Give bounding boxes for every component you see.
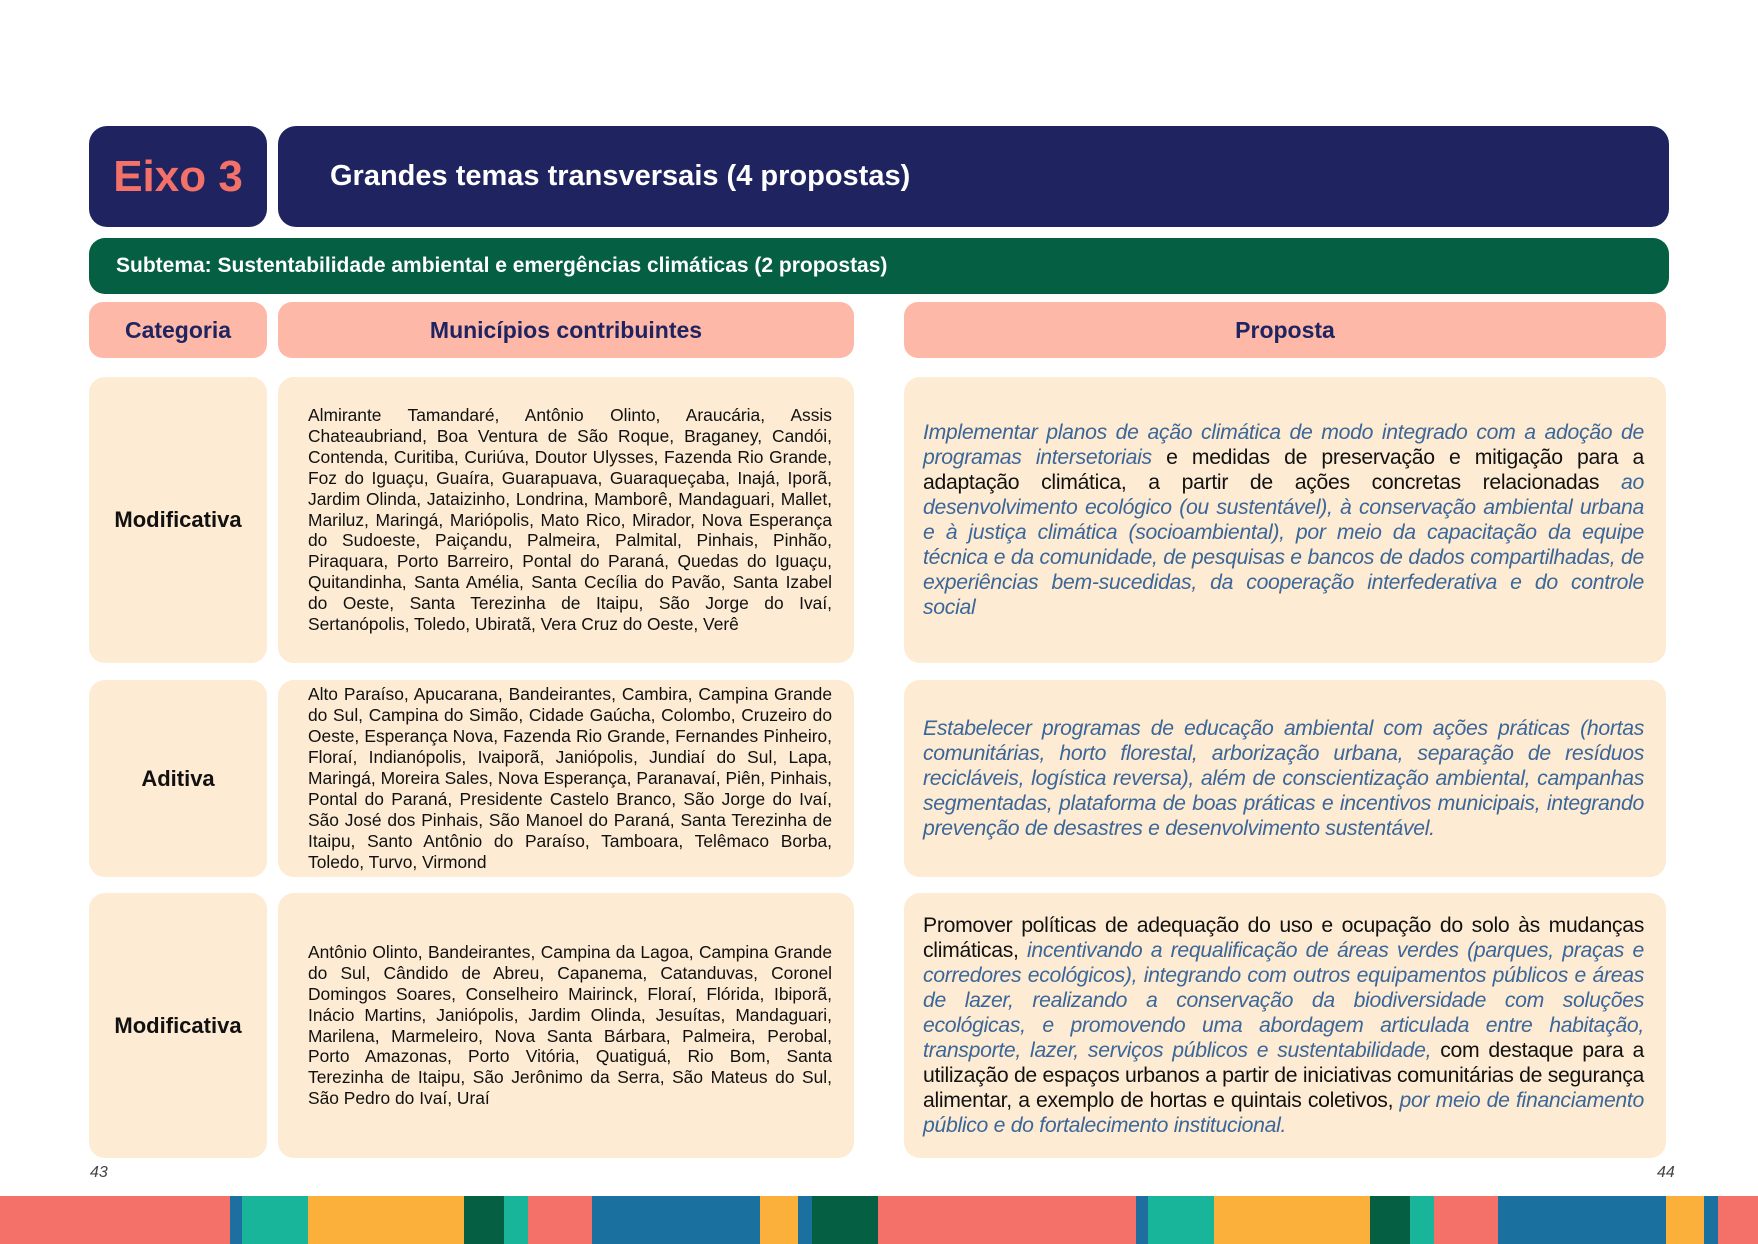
column-header-municipios: Municípios contribuintes: [278, 302, 854, 358]
proposta-italic-segment: Estabelecer programas de educação ambiental com ações práticas (hortas comunitárias, horto florestal, arborização urbana, separação de resíduos recicláveis, logística reversa), além de conscientização ambiental, campanhas segmentadas, plataforma de boas práticas e incentivos municipais, integrando prevenção de desastres e desenvolvimento sustentável.: [923, 717, 1644, 840]
row-proposta: [904, 680, 1666, 877]
municipios-text: Almirante Tamandaré, Antônio Olinto, Araucária, Assis Chateaubriand, Boa Ventura de São Roque, Braganey, Candói, Contenda, Curitiba, Curiúva, Doutor Ulysses, Fazenda Rio Grande, Foz do Iguaçu, Guaíra, Guarapuava, Guaraqueçaba, Inajá, Iporã, Jardim Olinda, Jataizinho, Londrina, Mamborê, Mandaguari, Mallet, Mariluz, Maringá, Mariópolis, Mato Rico, Mirador, Nova Esperança do Sudoeste, Paiçandu, Palmeira, Palmital, Pinhais, Pinhão, Piraquara, Porto Barreiro, Pontal do Paraná, Quedas do Iguaçu, Quitandinha, Santa Amélia, Santa Cecília do Pavão, Santa Izabel do Oeste, Santa Terezinha de Itaipu, São Jorge do Ivaí, Sertanópolis, Toledo, Ubiratã, Vera Cruz do Oeste, Verê: [308, 405, 832, 635]
row-municipios: [278, 893, 854, 1158]
column-header-categoria: Categoria: [89, 302, 267, 358]
proposta-text: [923, 420, 1644, 620]
proposta-italic-segment: por meio de financiamento público e do fortalecimento institucional.: [923, 1089, 1644, 1137]
row-proposta: [904, 377, 1666, 663]
proposta-regular-segment: e medidas de preservação e mitigação para a adaptação climática, a partir de ações concretas relacionadas: [923, 446, 1644, 494]
page-number-right: 44: [1657, 1164, 1675, 1181]
row-categoria: Modificativa: [89, 893, 267, 1158]
proposta-regular-segment: Promover políticas de adequação do uso e ocupação do solo às mudanças climáticas,: [923, 914, 1644, 962]
eixo-label: Eixo 3: [89, 126, 267, 227]
page-number-left: 43: [90, 1164, 108, 1181]
row-municipios: [278, 377, 854, 663]
municipios-text: Alto Paraíso, Apucarana, Bandeirantes, Cambira, Campina Grande do Sul, Campina do Simão, Cidade Gaúcha, Colombo, Cruzeiro do Oeste, Esperança Nova, Fazenda Rio Grande, Fernandes Pinheiro, Floraí, Indianópolis, Ivaiporã, Janiópolis, Jundiaí do Sul, Lapa, Maringá, Moreira Sales, Nova Esperança, Paranavaí, Piên, Pinhais, Pontal do Paraná, Presidente Castelo Branco, São Jorge do Ivaí, São José dos Pinhais, São Manoel do Paraná, Santa Terezinha de Itaipu, Santo Antônio do Paraíso, Tamboara, Telêmaco Borba, Toledo, Turvo, Virmond: [308, 684, 832, 872]
proposta-italic-segment: Implementar planos de ação climática de modo integrado com a adoção de programas intersetoriais: [923, 421, 1644, 469]
row-categoria: Modificativa: [89, 377, 267, 663]
municipios-text: Antônio Olinto, Bandeirantes, Campina da Lagoa, Campina Grande do Sul, Cândido de Abreu, Capanema, Catanduvas, Coronel Domingos Soares, Conselheiro Mairinck, Floraí, Flórida, Ibiporã, Inácio Martins, Janiópolis, Jardim Olinda, Jesuítas, Mandaguari, Marilena, Marmeleiro, Nova Santa Bárbara, Palmeira, Perobal, Porto Amazonas, Porto Vitória, Quatiguá, Rio Bom, Santa Terezinha de Itaipu, São Jerônimo da Serra, São Mateus do Sul, São Pedro do Ivaí, Uraí: [308, 941, 832, 1109]
page-title: Grandes temas transversais (4 propostas): [278, 126, 1669, 227]
subtema-banner: Subtema: Sustentabilidade ambiental e emergências climáticas (2 propostas): [89, 238, 1669, 294]
row-categoria: Aditiva: [89, 680, 267, 877]
row-municipios: [278, 680, 854, 877]
row-proposta: [904, 893, 1666, 1158]
proposta-italic-segment: ao desenvolvimento ecológico (ou sustentável), à conservação ambiental urbana e à justiça climática (socioambiental), por meio da capacitação da equipe técnica e da comunidade, de pesquisas e bancos de dados compartilhadas, de experiências bem-sucedidas, da cooperação interfederativa e do controle social: [923, 471, 1644, 619]
proposta-text: [923, 716, 1644, 841]
proposta-italic-segment: incentivando a requalificação de áreas verdes (parques, praças e corredores ecológicos), integrando com outros equipamentos públicos e áreas de lazer, realizando a conservação da biodiversidade com soluções ecológicas, e promovendo uma abordagem articulada entre habitação, transporte, lazer, serviços públicos e sustentabilidade,: [923, 939, 1644, 1062]
proposta-regular-segment: com destaque para a utilização de espaços urbanos a partir de iniciativas comunitárias de segurança alimentar, a exemplo de hortas e quintais coletivos,: [923, 1039, 1644, 1112]
proposta-text: [923, 913, 1644, 1138]
column-header-proposta: Proposta: [904, 302, 1666, 358]
